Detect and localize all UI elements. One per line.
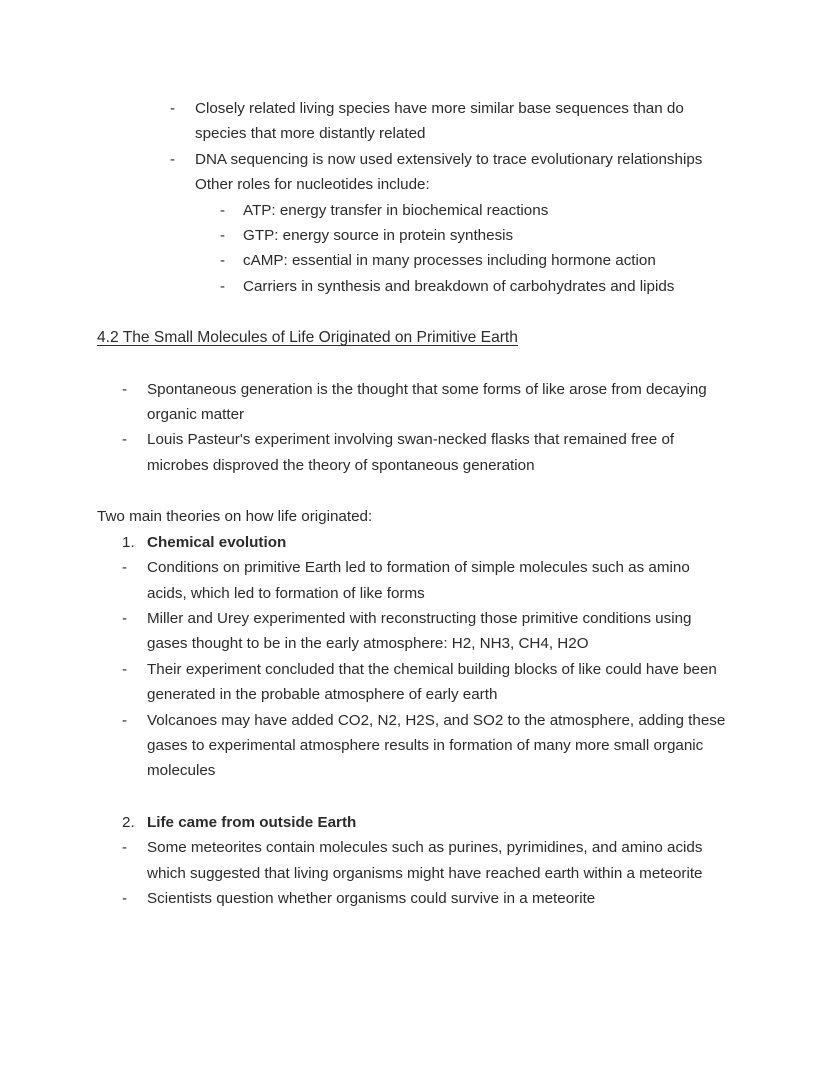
dash-marker: - (122, 711, 128, 729)
dash-marker: - (220, 252, 226, 270)
list-item (122, 708, 828, 784)
list-item (122, 835, 828, 886)
list-item (122, 657, 828, 708)
nucleotide-roles-lead-in: Other roles for nucleotides include: (195, 176, 430, 194)
dash-marker: - (122, 431, 128, 449)
section-bullet-list (0, 377, 828, 479)
ordinal-marker: 1. (122, 533, 135, 551)
theory-title: Life came from outside Earth (147, 813, 357, 831)
theory-heading (122, 810, 828, 835)
list-item-text: Carriers in synthesis and breakdown of carbohydrates and lipids (243, 277, 675, 295)
theory-2-bullets (0, 835, 828, 911)
list-item-text: Spontaneous generation is the thought that some forms of like arose from decaying organic matter (147, 380, 707, 424)
theory-title: Chemical evolution (147, 533, 287, 551)
list-item-text: Louis Pasteur's experiment involving swan-necked flasks that remained free of microbes disproved the theory of spontaneous generation (147, 431, 675, 474)
nucleotide-roles-sublist (0, 198, 828, 300)
theories-intro: Two main theories on how life originated: (97, 508, 373, 526)
theory-heading (122, 530, 828, 555)
list-item-text: cAMP: essential in many processes including hormone action (243, 252, 656, 270)
dash-marker: - (122, 660, 128, 678)
dash-marker: - (170, 100, 176, 117)
top-bullet-list (0, 96, 828, 172)
list-item-text: Closely related living species have more similar base sequences than do species that more distantly related (195, 100, 684, 143)
list-item-text: Their experiment concluded that the chemical building blocks of like could have been generated in the probable atmosphere of early earth (147, 660, 717, 704)
dash-marker: - (122, 889, 128, 907)
list-item-text: Scientists question whether organisms could survive in a meteorite (147, 889, 596, 907)
list-item (170, 96, 828, 147)
list-item-text: Conditions on primitive Earth led to formation of simple molecules such as amino acids, which led to formation of like forms (147, 559, 690, 602)
spacer (0, 299, 828, 325)
list-item-text: Some meteorites contain molecules such as purines, pyrimidines, and amino acids which suggested that living organisms might have reached earth within a meteorite (147, 839, 703, 882)
dash-marker: - (170, 150, 176, 168)
list-item (122, 555, 828, 606)
section-heading: 4.2 The Small Molecules of Life Originated on Primitive Earth (97, 329, 518, 347)
theory-1-bullets (0, 555, 828, 784)
list-item (122, 886, 828, 911)
list-item (122, 427, 828, 478)
dash-marker: - (122, 380, 128, 398)
spacer (0, 351, 828, 377)
list-item (170, 147, 828, 172)
list-item (220, 274, 828, 299)
dash-marker: - (122, 609, 128, 627)
list-item (122, 377, 828, 428)
list-item (220, 198, 828, 223)
list-item (220, 223, 828, 248)
ordinal-marker: 2. (122, 813, 135, 831)
dash-marker: - (220, 277, 226, 295)
section-heading-wrap (0, 325, 828, 350)
list-item-text: Volcanoes may have added CO2, N2, H2S, and SO2 to the atmosphere, adding these gases to experimental atmosphere results in formation of many more small organic molecules (147, 711, 726, 780)
list-item-text: GTP: energy source in protein synthesis (243, 227, 514, 245)
list-item (220, 248, 828, 273)
dash-marker: - (220, 227, 226, 245)
list-item-text: DNA sequencing is now used extensively to trace evolutionary relationships (195, 150, 703, 168)
list-item-text: Miller and Urey experimented with reconstructing those primitive conditions using gases thought to be in the early atmosphere: H2, NH3, CH4, H2O (147, 609, 692, 653)
spacer (0, 784, 828, 810)
dash-marker: - (122, 559, 128, 577)
list-item-text: ATP: energy transfer in biochemical reactions (243, 201, 549, 219)
dash-marker: - (122, 839, 128, 857)
list-item (122, 606, 828, 657)
spacer (0, 478, 828, 504)
dash-marker: - (220, 201, 226, 219)
